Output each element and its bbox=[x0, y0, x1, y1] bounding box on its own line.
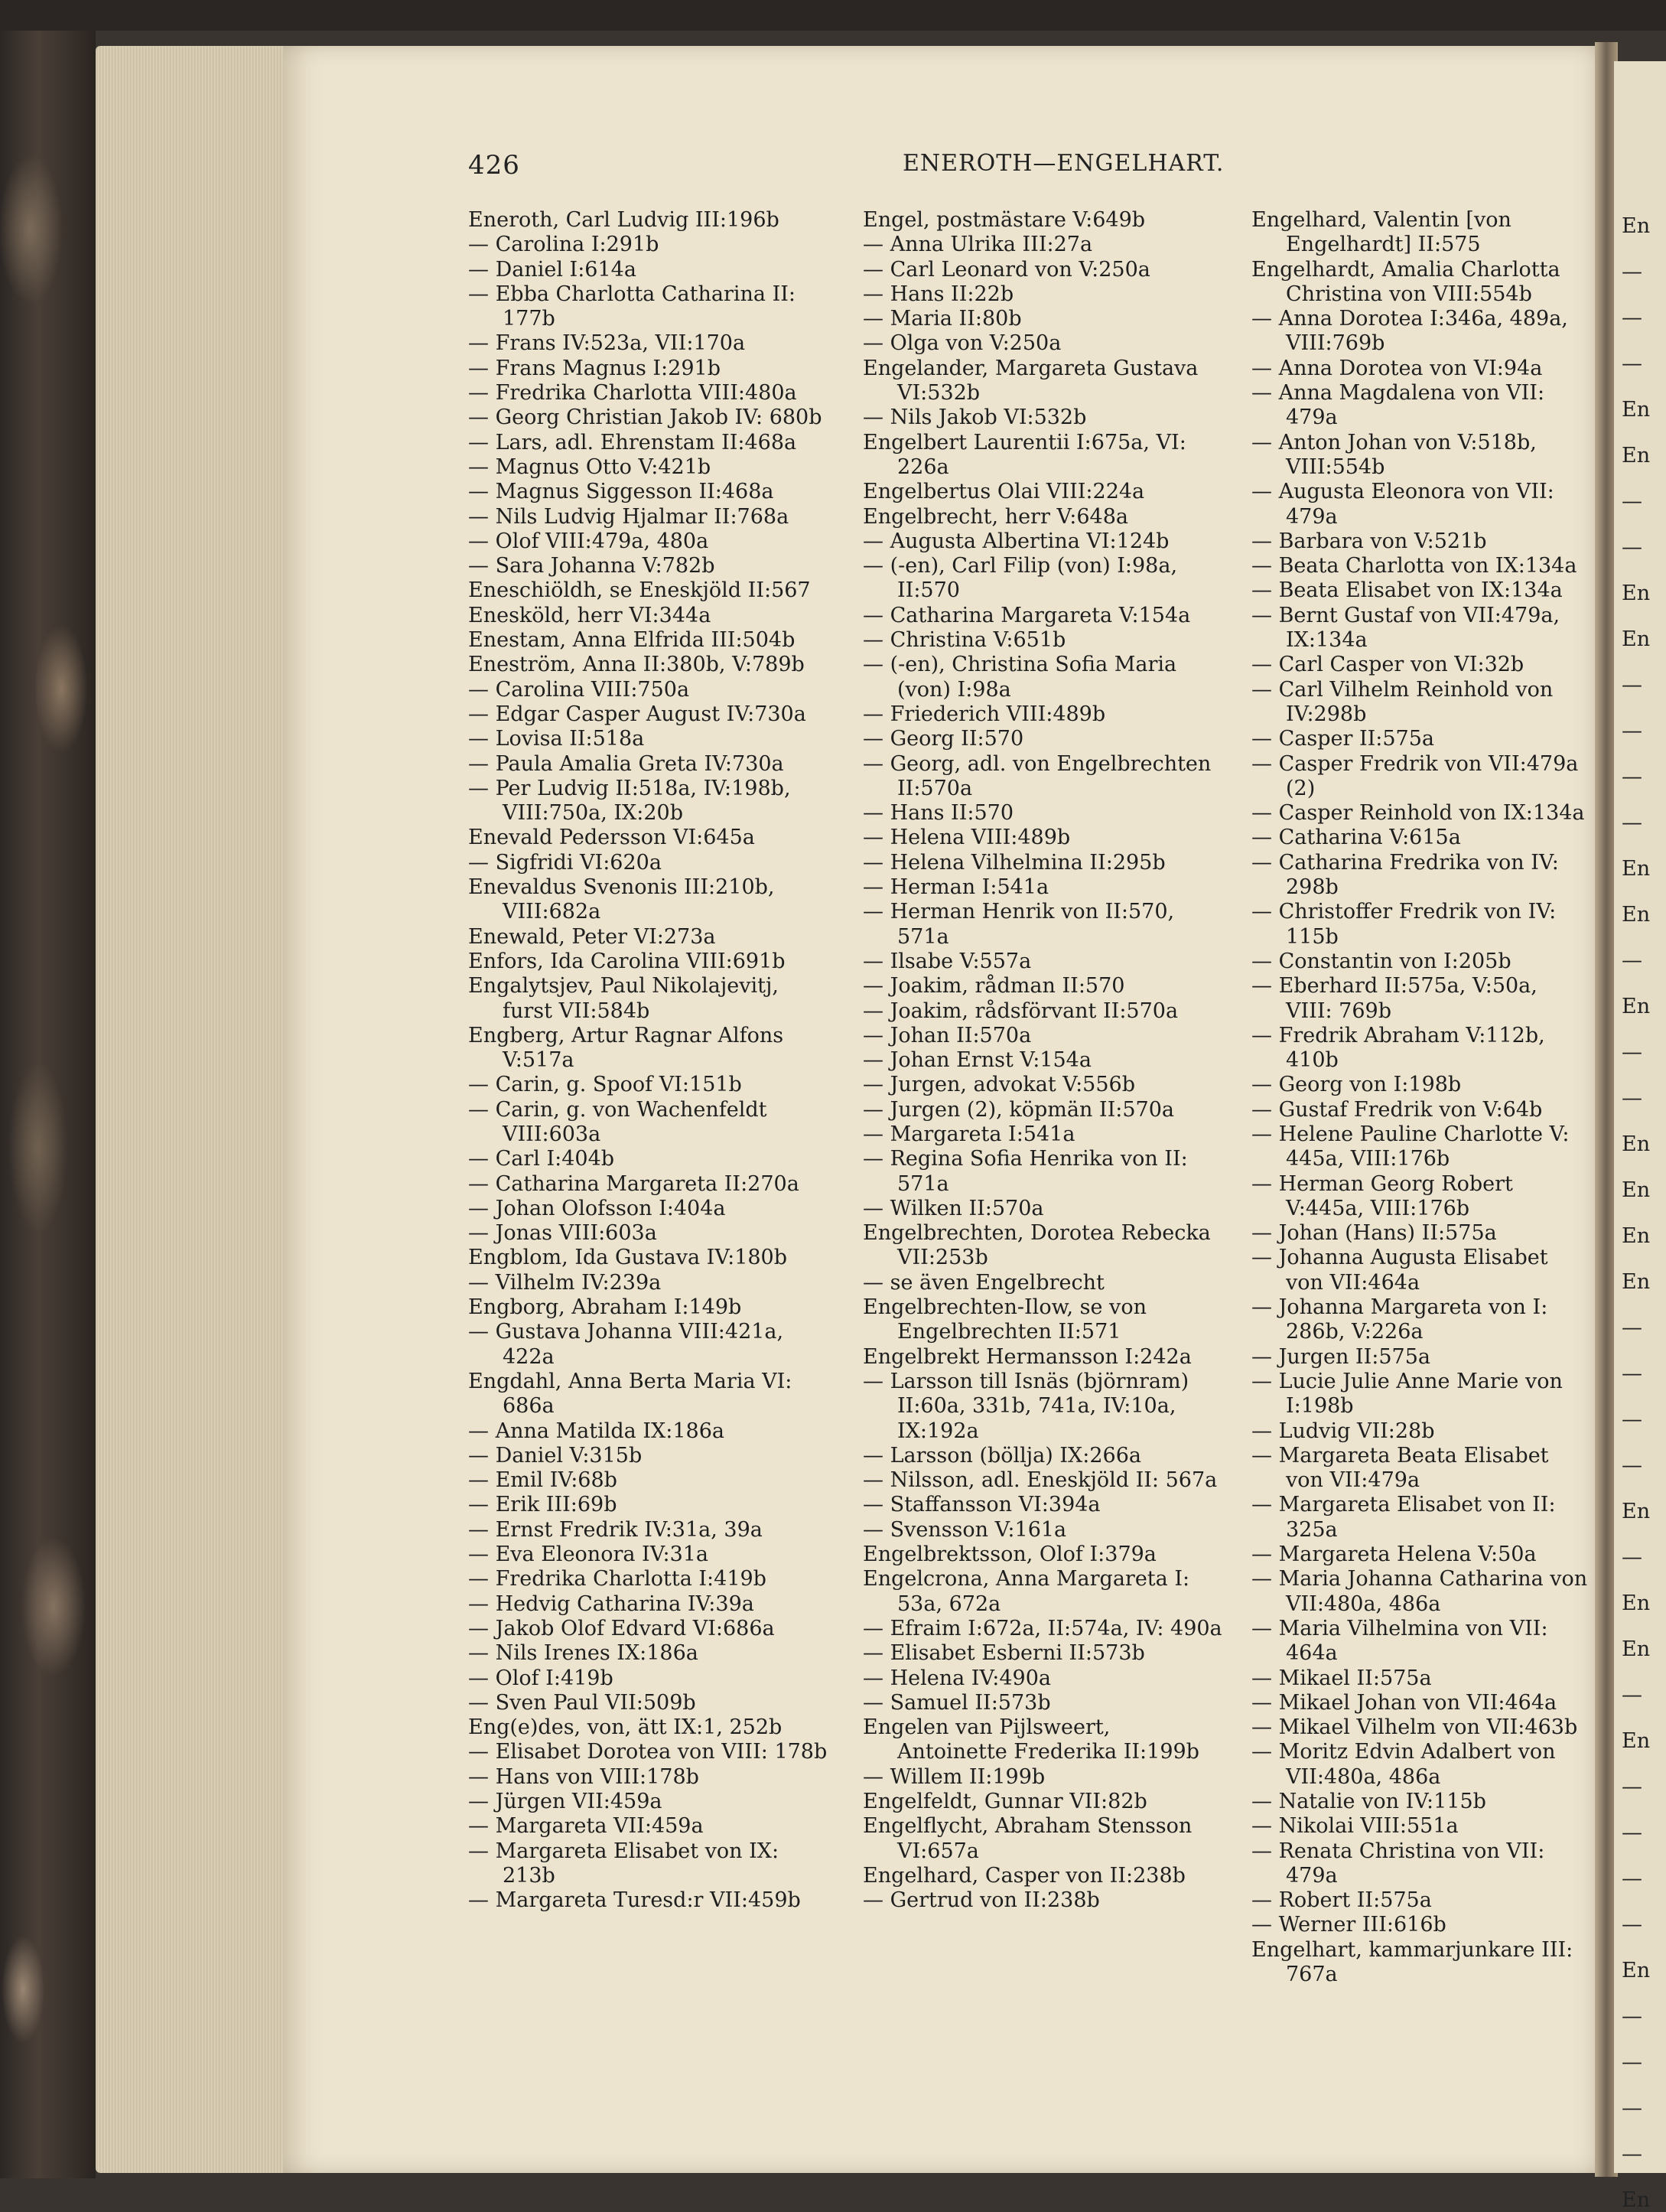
index-entry: — Margareta VII:459a bbox=[468, 1814, 704, 1839]
index-entry: — Magnus Siggesson II:468a bbox=[468, 480, 774, 504]
index-entry: Engelhard, Casper von II:238b bbox=[863, 1863, 1186, 1888]
facing-page-fragment: — bbox=[1622, 1546, 1642, 1569]
index-entry: — (-en), Christina Sofia Maria (von) I:98a bbox=[863, 653, 1177, 702]
index-entry: — Hans II:570 bbox=[863, 801, 1014, 826]
index-entry: — Edgar Casper August IV:730a bbox=[468, 702, 806, 726]
index-entry: — Johan Olofsson I:404a bbox=[468, 1196, 726, 1220]
facing-page-fragment: En bbox=[1622, 995, 1651, 1018]
facing-page-fragment: En bbox=[1622, 903, 1651, 927]
index-entry: Engelbrechten, Dorotea Rebecka VII:253b bbox=[863, 1221, 1211, 1270]
facing-page-fragment: En bbox=[1622, 857, 1651, 881]
page-block-edges bbox=[96, 46, 294, 2173]
facing-page-fragment: — bbox=[1622, 2005, 1642, 2028]
index-entry: Enesköld, herr VI:344a bbox=[468, 603, 711, 627]
index-entry: — Moritz Edvin Adalbert von VII:480a, 486a bbox=[1251, 1740, 1556, 1789]
index-entry: — Carl Casper von VI:32b bbox=[1251, 653, 1524, 677]
index-entry: — Barbara von V:521b bbox=[1251, 529, 1487, 553]
facing-page-fragment: — bbox=[1622, 1775, 1642, 1799]
index-entry: — Augusta Albertina VI:124b bbox=[863, 529, 1170, 553]
facing-page-fragment: — bbox=[1622, 949, 1642, 972]
index-entry: — Renata Christina von VII: 479a bbox=[1251, 1839, 1545, 1888]
index-entry: — Lars, adl. Ehrenstam II:468a bbox=[468, 430, 797, 454]
facing-page-fragment: En bbox=[1622, 2188, 1651, 2212]
index-entry: — Catharina Margareta V:154a bbox=[863, 603, 1191, 627]
index-entry: — Larsson (böllja) IX:266a bbox=[863, 1443, 1141, 1468]
index-entry: Engelander, Margareta Gustava VI:532b bbox=[863, 356, 1199, 406]
index-entry: — Anna Magdalena von VII: 479a bbox=[1251, 381, 1545, 430]
index-entry: — Augusta Eleonora von VII: 479a bbox=[1251, 480, 1554, 529]
index-entry: Engelflycht, Abraham Stensson VI:657a bbox=[863, 1814, 1193, 1863]
top-edge bbox=[0, 0, 1666, 31]
index-entry: Eneschiöldh, se Eneskjöld II:567 bbox=[468, 578, 811, 603]
index-entry: — Jurgen, advokat V:556b bbox=[863, 1073, 1135, 1097]
index-entry: Engelbrektsson, Olof I:379a bbox=[863, 1543, 1157, 1567]
index-entry: Eneström, Anna II:380b, V:789b bbox=[468, 653, 805, 677]
index-entry: — (-en), Carl Filip (von) I:98a, II:570 bbox=[863, 554, 1178, 603]
index-entry: — Joakim, rådman II:570 bbox=[863, 974, 1125, 998]
index-entry: — Olof I:419b bbox=[468, 1666, 613, 1690]
index-entry: — Mikael Johan von VII:464a bbox=[1251, 1690, 1557, 1715]
facing-page-fragment: — bbox=[1622, 719, 1642, 743]
index-entry: — Maria II:80b bbox=[863, 307, 1022, 331]
index-entry: — Ilsabe V:557a bbox=[863, 949, 1032, 973]
index-entry: — Regina Sofia Henrika von II: 571a bbox=[863, 1147, 1188, 1196]
index-entry: — Hedvig Catharina IV:39a bbox=[468, 1591, 754, 1616]
index-entry: Engberg, Artur Ragnar Alfons V:517a bbox=[468, 1023, 784, 1073]
index-entry: — Ernst Fredrik IV:31a, 39a bbox=[468, 1517, 763, 1542]
index-entry: — Ebba Charlotta Catharina II: 177b bbox=[468, 282, 796, 331]
index-entry: Engdahl, Anna Berta Maria VI: 686a bbox=[468, 1369, 792, 1419]
index-entry: — Vilhelm IV:239a bbox=[468, 1270, 662, 1295]
index-entry: — Fredrik Abraham V:112b, 410b bbox=[1251, 1023, 1545, 1073]
index-entry: — Carolina VIII:750a bbox=[468, 677, 690, 702]
facing-page-fragment: — bbox=[1622, 2096, 1642, 2120]
index-entry: — Carl I:404b bbox=[468, 1147, 615, 1171]
index-entry: Engborg, Abraham I:149b bbox=[468, 1295, 742, 1320]
index-entry: — Paula Amalia Greta IV:730a bbox=[468, 751, 784, 776]
index-entry: — Erik III:69b bbox=[468, 1493, 617, 1517]
index-entry: — Larsson till Isnäs (björnram) II:60a, 331b, 741a, IV:10a, IX:192a bbox=[863, 1369, 1189, 1443]
index-entry: — Natalie von IV:115b bbox=[1251, 1790, 1486, 1813]
index-entry: — Casper Fredrik von VII:479a (2) bbox=[1251, 751, 1579, 800]
index-entry: — Joakim, rådsförvant II:570a bbox=[863, 998, 1179, 1023]
index-entry: — Hans von VIII:178b bbox=[468, 1764, 699, 1789]
facing-page-fragment: En bbox=[1622, 444, 1651, 467]
index-entry: Engelbrekt Hermansson I:242a bbox=[863, 1344, 1192, 1369]
index-entry: — Catharina V:615a bbox=[1251, 826, 1461, 850]
index-entry: — Olga von V:250a bbox=[863, 331, 1062, 356]
facing-page-fragment: — bbox=[1622, 536, 1642, 559]
index-entry: — Helena Vilhelmina II:295b bbox=[863, 850, 1166, 875]
index-entry: — Nils Irenes IX:186a bbox=[468, 1641, 698, 1666]
index-entry: — Olof VIII:479a, 480a bbox=[468, 529, 709, 553]
index-entry: Eng(e)des, von, ätt IX:1, 252b bbox=[468, 1715, 783, 1740]
index-entry: — Carolina I:291b bbox=[468, 233, 659, 257]
facing-page-fragment: En bbox=[1622, 627, 1651, 651]
index-entry: Engelbert Laurentii I:675a, VI: 226a bbox=[863, 430, 1186, 479]
index-entry: Enfors, Ida Carolina VIII:691b bbox=[468, 949, 786, 973]
index-entry: — Catharina Margareta II:270a bbox=[468, 1171, 799, 1196]
index-entry: — Beata Elisabet von IX:134a bbox=[1251, 578, 1563, 603]
index-entry: Engblom, Ida Gustava IV:180b bbox=[468, 1246, 788, 1270]
index-entry: — Johanna Augusta Elisabet von VII:464a bbox=[1251, 1246, 1548, 1295]
facing-page-fragment: En bbox=[1622, 582, 1651, 605]
index-entry: — Frans IV:523a, VII:170a bbox=[468, 331, 746, 356]
index-entry: — Sigfridi VI:620a bbox=[468, 850, 662, 875]
index-entry: — Georg von I:198b bbox=[1251, 1073, 1462, 1097]
facing-page-fragment: — bbox=[1622, 1683, 1642, 1707]
facing-page-fragment: En bbox=[1622, 214, 1651, 238]
index-entry: Engelfeldt, Gunnar VII:82b bbox=[863, 1790, 1147, 1813]
index-entry: Engelbrecht, herr V:648a bbox=[863, 504, 1128, 529]
index-entry: Enevaldus Svenonis III:210b, VIII:682a bbox=[468, 875, 775, 924]
index-entry: — Anna Dorotea von VI:94a bbox=[1251, 356, 1543, 380]
index-entry: — Margareta Elisabet von IX: 213b bbox=[468, 1839, 779, 1888]
index-entry: — Johan II:570a bbox=[863, 1023, 1032, 1047]
index-entry: Engalytsjev, Paul Nikolajevitj, furst VII:584b bbox=[468, 974, 779, 1023]
index-entry: — Johan Ernst V:154a bbox=[863, 1048, 1092, 1073]
index-entry: — Frans Magnus I:291b bbox=[468, 356, 721, 380]
index-entry: Engelhardt, Amalia Charlotta Christina von VIII:554b bbox=[1251, 257, 1560, 306]
index-entry: — Per Ludvig II:518a, IV:198b, VIII:750a, IX:20b bbox=[468, 776, 791, 826]
index-entry: Engelbrechten-Ilow, se von Engelbrechten II:571 bbox=[863, 1295, 1147, 1344]
index-entry: — Herman Henrik von II:570, 571a bbox=[863, 900, 1175, 949]
index-entry: — Jurgen (2), köpmän II:570a bbox=[863, 1097, 1174, 1122]
index-entry: — Casper II:575a bbox=[1251, 727, 1435, 751]
index-entry: — Helene Pauline Charlotte V: 445a, VIII:176b bbox=[1251, 1122, 1570, 1171]
facing-page-fragment: En bbox=[1622, 1178, 1651, 1202]
index-entry: — Maria Vilhelmina von VII: 464a bbox=[1251, 1616, 1548, 1666]
index-entry: — Margareta Turesd:r VII:459b bbox=[468, 1888, 801, 1913]
index-entry: — Beata Charlotta von IX:134a bbox=[1251, 554, 1577, 578]
index-entry: — Carin, g. von Wachenfeldt VIII:603a bbox=[468, 1097, 767, 1146]
running-header: ENEROTH—ENGELHART. bbox=[903, 150, 1225, 177]
index-entry: — Nils Jakob VI:532b bbox=[863, 406, 1087, 430]
index-entry: — Georg Christian Jakob IV: 680b bbox=[468, 406, 822, 430]
index-entry: — Elisabet Dorotea von VIII: 178b bbox=[468, 1740, 828, 1764]
index-entry: Engel, postmästare V:649b bbox=[863, 208, 1146, 232]
index-entry: — Jürgen VII:459a bbox=[468, 1790, 662, 1813]
index-entry: — Helena VIII:489b bbox=[863, 826, 1071, 850]
facing-page-fragment: — bbox=[1622, 1316, 1642, 1340]
index-column-3 bbox=[1251, 208, 1588, 1987]
index-entry: — Mikael Vilhelm von VII:463b bbox=[1251, 1715, 1578, 1740]
index-entry: — Bernt Gustaf von VII:479a, IX:134a bbox=[1251, 603, 1560, 653]
index-entry: — Johanna Margareta von I: 286b, V:226a bbox=[1251, 1295, 1548, 1344]
index-entry: Engelcrona, Anna Margareta I: 53a, 672a bbox=[863, 1567, 1190, 1616]
index-entry: — Magnus Otto V:421b bbox=[468, 454, 711, 479]
facing-page-edge bbox=[1614, 61, 1666, 2212]
index-entry: — Svensson V:161a bbox=[863, 1517, 1067, 1542]
index-entry: — Daniel I:614a bbox=[468, 257, 636, 282]
facing-page-fragment: En bbox=[1622, 398, 1651, 422]
index-entry: — Eva Eleonora IV:31a bbox=[468, 1543, 709, 1567]
index-column-2 bbox=[863, 208, 1226, 1913]
facing-page-fragment: — bbox=[1622, 1867, 1642, 1891]
index-entry: — Gustava Johanna VIII:421a, 422a bbox=[468, 1320, 784, 1369]
index-entry: Engelbertus Olai VIII:224a bbox=[863, 480, 1145, 504]
index-entry: — Carl Leonard von V:250a bbox=[863, 257, 1150, 282]
index-entry: — Lovisa II:518a bbox=[468, 727, 645, 751]
index-column-1 bbox=[468, 208, 831, 1913]
facing-page-fragment: — bbox=[1622, 765, 1642, 789]
index-entry: — Anna Ulrika III:27a bbox=[863, 233, 1093, 257]
index-entry: Engelhart, kammarjunkare III: 767a bbox=[1251, 1937, 1573, 1987]
index-entry: — Sara Johanna V:782b bbox=[468, 554, 715, 578]
index-entry: — Herman Georg Robert V:445a, VIII:176b bbox=[1251, 1171, 1513, 1220]
index-entry: — Lucie Julie Anne Marie von I:198b bbox=[1251, 1369, 1563, 1419]
facing-page-fragment: En bbox=[1622, 1729, 1651, 1753]
facing-page-fragment: — bbox=[1622, 306, 1642, 330]
facing-page-fragment: En bbox=[1622, 1500, 1651, 1523]
index-entry: — Gertrud von II:238b bbox=[863, 1888, 1100, 1913]
facing-page-fragment: — bbox=[1622, 2142, 1642, 2166]
index-entry: — Margareta Helena V:50a bbox=[1251, 1543, 1537, 1567]
facing-page-fragment: — bbox=[1622, 1041, 1642, 1064]
page-number: 426 bbox=[468, 150, 520, 181]
facing-page-fragment: — bbox=[1622, 1821, 1642, 1845]
index-entry: — Sven Paul VII:509b bbox=[468, 1690, 696, 1715]
index-entry: — Carin, g. Spoof VI:151b bbox=[468, 1073, 742, 1097]
index-entry: — Samuel II:573b bbox=[863, 1690, 1051, 1715]
index-entry: — Robert II:575a bbox=[1251, 1888, 1432, 1913]
index-entry: — Casper Reinhold von IX:134a bbox=[1251, 801, 1585, 826]
index-entry: — Mikael II:575a bbox=[1251, 1666, 1432, 1690]
facing-page-fragment: — bbox=[1622, 260, 1642, 284]
index-entry: — Catharina Fredrika von IV: 298b bbox=[1251, 850, 1559, 900]
index-entry: — Staffansson VI:394a bbox=[863, 1493, 1101, 1517]
index-entry: Enevald Pedersson VI:645a bbox=[468, 826, 755, 850]
index-entry: — Daniel V:315b bbox=[468, 1443, 643, 1468]
marbled-cover bbox=[0, 0, 96, 2178]
facing-page-fragment: En bbox=[1622, 1959, 1651, 1982]
index-entry: — Hans II:22b bbox=[863, 282, 1014, 306]
index-entry: Enewald, Peter VI:273a bbox=[468, 924, 716, 949]
index-entry: — Gustaf Fredrik von V:64b bbox=[1251, 1097, 1543, 1122]
index-entry: — Margareta Beata Elisabet von VII:479a bbox=[1251, 1443, 1549, 1493]
index-entry: — Emil IV:68b bbox=[468, 1468, 617, 1493]
facing-page-fragment: — bbox=[1622, 811, 1642, 835]
index-entry: — Christoffer Fredrik von IV: 115b bbox=[1251, 900, 1557, 949]
index-entry: — Christina V:651b bbox=[863, 628, 1066, 653]
facing-page-fragment: — bbox=[1622, 1454, 1642, 1477]
index-entry: — Nils Ludvig Hjalmar II:768a bbox=[468, 504, 789, 529]
facing-page-fragment: En bbox=[1622, 1591, 1651, 1615]
index-entry: — Jurgen II:575a bbox=[1251, 1344, 1430, 1369]
index-entry: — Nikolai VIII:551a bbox=[1251, 1814, 1459, 1839]
index-entry: — Constantin von I:205b bbox=[1251, 949, 1511, 973]
index-entry: — Herman I:541a bbox=[863, 875, 1049, 900]
index-entry: — Fredrika Charlotta I:419b bbox=[468, 1567, 766, 1591]
index-entry: — Efraim I:672a, II:574a, IV: 490a bbox=[863, 1616, 1222, 1640]
index-entry: — se även Engelbrecht bbox=[863, 1270, 1105, 1295]
index-entry: — Georg II:570 bbox=[863, 727, 1024, 751]
index-entry: — Margareta I:541a bbox=[863, 1122, 1075, 1146]
index-entry: — Jonas VIII:603a bbox=[468, 1221, 657, 1246]
index-entry: — Anna Dorotea I:346a, 489a, VIII:769b bbox=[1251, 307, 1568, 356]
index-entry: — Johan (Hans) II:575a bbox=[1251, 1221, 1497, 1246]
facing-page-fragment: En bbox=[1622, 1637, 1651, 1661]
facing-page-fragment: — bbox=[1622, 490, 1642, 513]
index-entry: — Ludvig VII:28b bbox=[1251, 1419, 1435, 1443]
facing-page-fragment: — bbox=[1622, 1086, 1642, 1110]
index-entry: — Margareta Elisabet von II: 325a bbox=[1251, 1493, 1556, 1542]
index-entry: — Maria Johanna Catharina von VII:480a, 486a bbox=[1251, 1567, 1588, 1616]
facing-page-fragment: En bbox=[1622, 1270, 1651, 1294]
facing-page-fragment: — bbox=[1622, 1408, 1642, 1432]
facing-page-fragment: — bbox=[1622, 2051, 1642, 2074]
index-entry: — Friederich VIII:489b bbox=[863, 702, 1106, 726]
index-entry: — Willem II:199b bbox=[863, 1764, 1046, 1789]
facing-page-fragment: — bbox=[1622, 352, 1642, 376]
index-entry: — Eberhard II:575a, V:50a, VIII: 769b bbox=[1251, 974, 1537, 1023]
index-entry: — Anna Matilda IX:186a bbox=[468, 1419, 724, 1443]
facing-page-fragment: — bbox=[1622, 1362, 1642, 1386]
facing-page-fragment: — bbox=[1622, 1913, 1642, 1937]
index-entry: Eneroth, Carl Ludvig III:196b bbox=[468, 208, 779, 232]
index-entry: — Nilsson, adl. Eneskjöld II: 567a bbox=[863, 1468, 1218, 1493]
index-entry: Engelen van Pijlsweert, Antoinette Frederika II:199b bbox=[863, 1715, 1199, 1764]
index-entry: — Helena IV:490a bbox=[863, 1666, 1051, 1690]
index-entry: Enestam, Anna Elfrida III:504b bbox=[468, 628, 796, 653]
index-entry: — Anton Johan von V:518b, VIII:554b bbox=[1251, 430, 1537, 479]
index-entry: — Wilken II:570a bbox=[863, 1196, 1044, 1220]
index-entry: — Carl Vilhelm Reinhold von IV:298b bbox=[1251, 677, 1554, 726]
index-entry: — Georg, adl. von Engelbrechten II:570a bbox=[863, 751, 1212, 800]
facing-page-fragment: En bbox=[1622, 1224, 1651, 1248]
index-entry: Engelhard, Valentin [von Engelhardt] II:575 bbox=[1251, 208, 1511, 257]
index-entry: — Werner III:616b bbox=[1251, 1913, 1446, 1937]
index-entry: — Fredrika Charlotta VIII:480a bbox=[468, 381, 797, 406]
facing-page-fragment: — bbox=[1622, 673, 1642, 697]
index-entry: — Jakob Olof Edvard VI:686a bbox=[468, 1616, 775, 1640]
index-entry: — Elisabet Esberni II:573b bbox=[863, 1641, 1145, 1666]
facing-page-fragment: En bbox=[1622, 1132, 1651, 1156]
